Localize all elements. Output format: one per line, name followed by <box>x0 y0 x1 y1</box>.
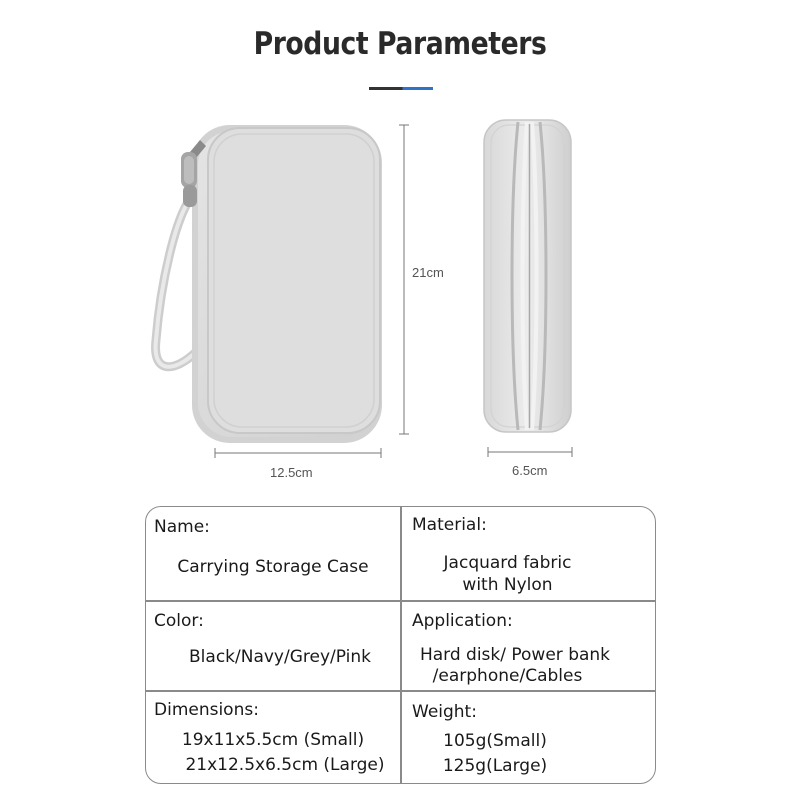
case-front-view <box>156 125 382 443</box>
name-label: Name: <box>154 517 210 537</box>
material-value-line2: with Nylon <box>462 575 553 595</box>
width-dimension-line <box>215 448 381 458</box>
depth-dimension-line <box>488 447 572 457</box>
color-label: Color: <box>154 611 204 631</box>
table-divider-row-1 <box>146 600 655 602</box>
case-side-view <box>484 120 571 432</box>
application-value-line2: /earphone/Cables <box>432 666 583 686</box>
dimensions-value-line2: 21x12.5x6.5cm (Large) <box>185 755 385 775</box>
weight-value-line1: 105g(Small) <box>443 731 547 751</box>
depth-label: 6.5cm <box>512 463 548 478</box>
spec-table <box>145 506 656 784</box>
height-label: 21cm <box>412 265 444 280</box>
dimensions-label: Dimensions: <box>154 700 259 720</box>
name-value: Carrying Storage Case <box>177 557 369 577</box>
material-value-line1: Jacquard fabric <box>443 553 572 573</box>
application-value-line1: Hard disk/ Power bank <box>419 645 611 665</box>
height-dimension-line <box>399 125 409 434</box>
material-label: Material: <box>412 515 487 535</box>
color-value: Black/Navy/Grey/Pink <box>189 647 371 667</box>
page-title: Product Parameters <box>253 26 547 62</box>
width-label: 12.5cm <box>270 465 313 480</box>
application-label: Application: <box>412 611 513 631</box>
dimensions-value-line1: 19x11x5.5cm (Small) <box>181 730 365 750</box>
weight-label: Weight: <box>412 702 477 722</box>
weight-value-line2: 125g(Large) <box>442 756 548 776</box>
wrist-strap <box>156 192 196 367</box>
table-divider-row-2 <box>146 690 655 692</box>
